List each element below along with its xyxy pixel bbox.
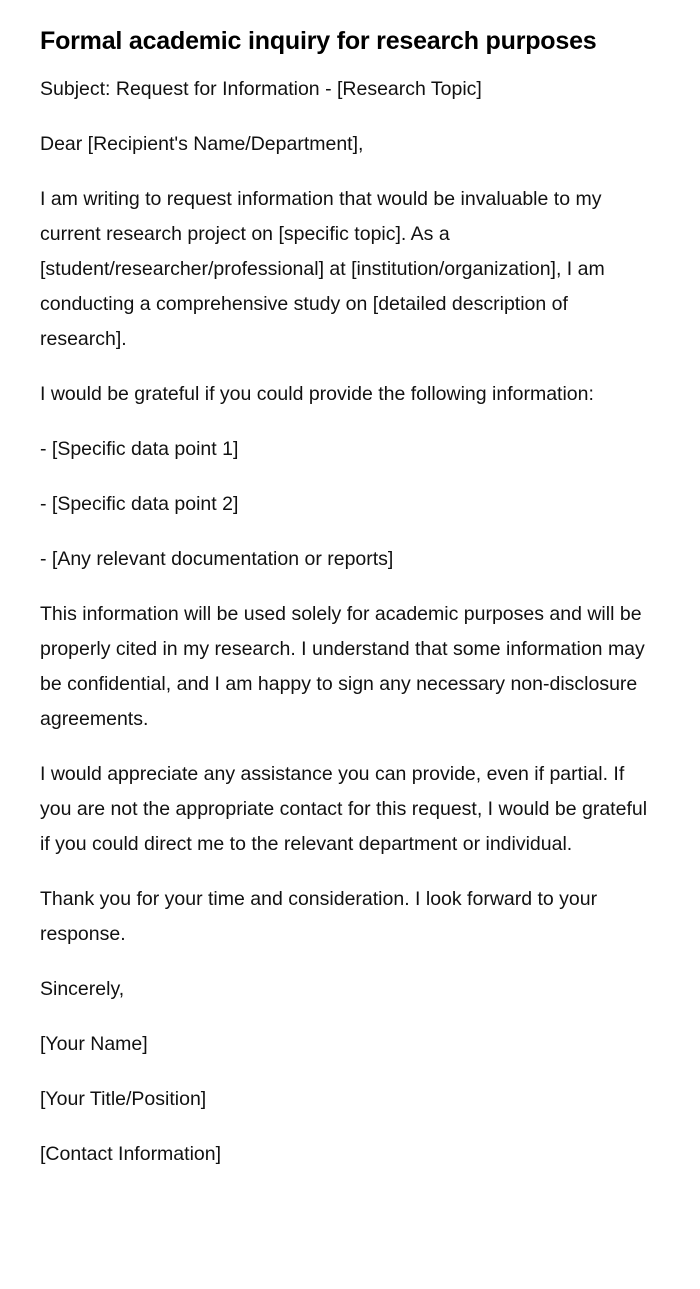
page-title: Formal academic inquiry for research purposes xyxy=(40,27,597,55)
list-item: - [Specific data point 1] xyxy=(40,438,239,460)
list-item: - [Any relevant documentation or reports] xyxy=(40,548,394,570)
list-item: - [Specific data point 2] xyxy=(40,493,239,515)
body-paragraph: I would appreciate any assistance you can provide, even if partial. If you are not the appropriate contact for this request, I would be grateful if you could direct me to the relevant department or individual. xyxy=(40,763,648,855)
salutation: Dear [Recipient's Name/Department], xyxy=(40,133,364,155)
body-paragraph: I would be grateful if you could provide the following information: xyxy=(40,383,594,405)
body-paragraph: Thank you for your time and consideration. I look forward to your response. xyxy=(40,888,598,945)
body-paragraph: This information will be used solely for academic purposes and will be properly cited in my research. I understand that some information may be confidential, and I am happy to sign any necessary non-disclosure agreements. xyxy=(40,603,645,730)
signature-contact: [Contact Information] xyxy=(40,1143,222,1165)
signature-name: [Your Name] xyxy=(40,1033,148,1055)
signoff: Sincerely, xyxy=(40,978,125,1000)
body-paragraph: I am writing to request information that would be invaluable to my current research project on [specific topic]. As a [student/researcher/professional] at [institution/organization], I am conducting a comprehensive study on [detailed description of research]. xyxy=(40,188,605,350)
signature-title: [Your Title/Position] xyxy=(40,1088,207,1110)
subject-line: Subject: Request for Information - [Research Topic] xyxy=(40,78,482,100)
